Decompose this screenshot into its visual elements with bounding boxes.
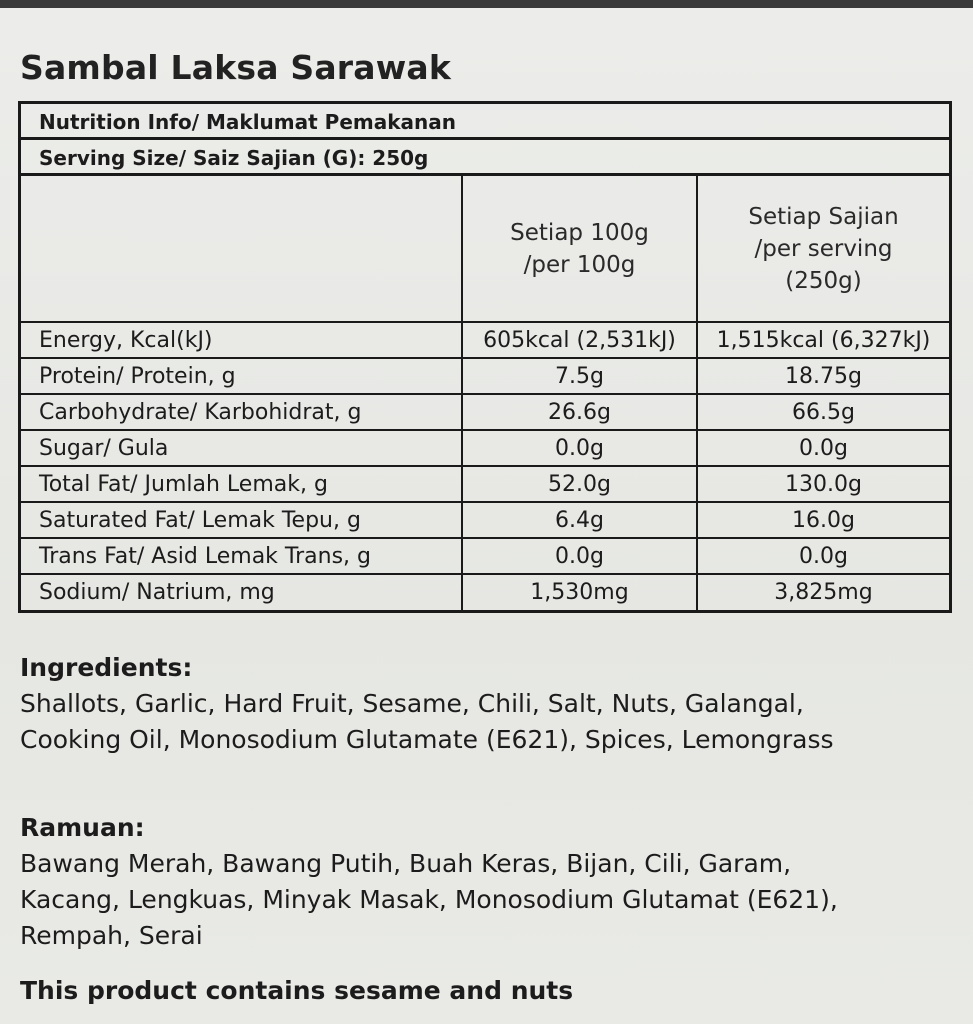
ingredients-line2: Cooking Oil, Monosodium Glutamate (E621), Spices, Lemongrass [20, 725, 834, 754]
ramuan-section [20, 810, 838, 954]
package-top-edge [0, 0, 973, 8]
per-serving-value: 130.0g [697, 466, 949, 502]
per-serving-header-line2: /per serving [754, 235, 893, 262]
table-row [21, 538, 949, 574]
per-serving-header-line1: Setiap Sajian [748, 203, 899, 230]
per-serving-value: 3,825mg [697, 574, 949, 610]
nutrition-column-header-row [21, 176, 949, 322]
per-serving-value: 16.0g [697, 502, 949, 538]
per-serving-value: 66.5g [697, 394, 949, 430]
per-serving-column-header [697, 176, 949, 322]
ramuan-line2: Kacang, Lengkuas, Minyak Masak, Monosodium Glutamat (E621), [20, 885, 838, 914]
nutrient-label: Protein/ Protein, g [21, 358, 462, 394]
table-row [21, 394, 949, 430]
nutrient-column-header [21, 176, 462, 322]
ingredients-section [20, 650, 834, 758]
serving-size: Serving Size/ Saiz Sajian (G): 250g [21, 140, 949, 176]
nutrient-label: Sodium/ Natrium, mg [21, 574, 462, 610]
ramuan-line1: Bawang Merah, Bawang Putih, Buah Keras, Bijan, Cili, Garam, [20, 849, 792, 878]
table-row [21, 322, 949, 358]
per-serving-value: 18.75g [697, 358, 949, 394]
allergen-notice: This product contains sesame and nuts [20, 976, 574, 1005]
per-serving-header-line3: (250g) [785, 267, 862, 294]
per-100g-value: 6.4g [462, 502, 697, 538]
nutrient-label: Saturated Fat/ Lemak Tepu, g [21, 502, 462, 538]
nutrition-panel [18, 101, 952, 613]
table-row [21, 502, 949, 538]
per-100g-header-line1: Setiap 100g [510, 219, 649, 246]
ingredients-line1: Shallots, Garlic, Hard Fruit, Sesame, Chili, Salt, Nuts, Galangal, [20, 689, 804, 718]
per-100g-column-header [462, 176, 697, 322]
ingredients-title: Ingredients: [20, 653, 193, 682]
per-100g-value: 26.6g [462, 394, 697, 430]
ramuan-title: Ramuan: [20, 813, 145, 842]
nutrition-table [21, 176, 949, 610]
per-100g-value: 605kcal (2,531kJ) [462, 322, 697, 358]
table-row [21, 574, 949, 610]
table-row [21, 358, 949, 394]
label-panel [0, 8, 973, 1024]
per-100g-value: 0.0g [462, 430, 697, 466]
per-100g-value: 7.5g [462, 358, 697, 394]
nutrient-label: Energy, Kcal(kJ) [21, 322, 462, 358]
per-serving-value: 0.0g [697, 430, 949, 466]
product-title: Sambal Laksa Sarawak [20, 48, 452, 87]
nutrient-label: Total Fat/ Jumlah Lemak, g [21, 466, 462, 502]
nutrient-label: Trans Fat/ Asid Lemak Trans, g [21, 538, 462, 574]
per-100g-value: 0.0g [462, 538, 697, 574]
per-serving-value: 0.0g [697, 538, 949, 574]
ramuan-line3: Rempah, Serai [20, 921, 203, 950]
per-100g-header-line2: /per 100g [523, 251, 636, 278]
per-100g-value: 52.0g [462, 466, 697, 502]
table-row [21, 430, 949, 466]
table-row [21, 466, 949, 502]
nutrition-heading: Nutrition Info/ Maklumat Pemakanan [21, 104, 949, 140]
per-100g-value: 1,530mg [462, 574, 697, 610]
nutrient-label: Carbohydrate/ Karbohidrat, g [21, 394, 462, 430]
nutrient-label: Sugar/ Gula [21, 430, 462, 466]
per-serving-value: 1,515kcal (6,327kJ) [697, 322, 949, 358]
